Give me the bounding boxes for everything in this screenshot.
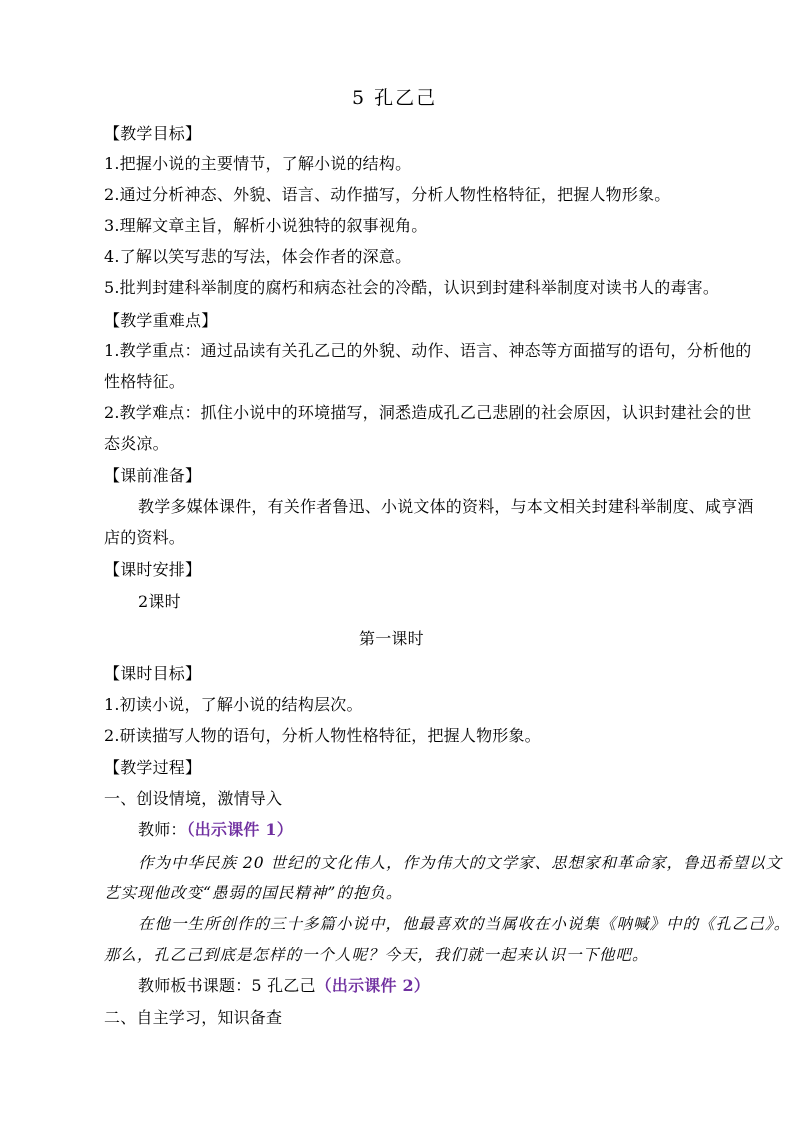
step-heading: 一、创设情境，激情导入 — [104, 789, 283, 808]
goal-item: 4.了解以笑写悲的写法，体会作者的深意。 — [104, 247, 412, 266]
teacher-label: 教师： — [138, 820, 187, 839]
preparation-text: 店的资料。 — [104, 528, 186, 547]
schedule-heading: 【课时安排】 — [104, 560, 202, 579]
difficulty-line: 态炎凉。 — [104, 434, 169, 453]
teacher-line — [138, 820, 293, 840]
goals-heading: 【教学目标】 — [104, 124, 202, 143]
lesson-goal-item: 2.研读描写人物的语句，分析人物性格特征，把握人物形象。 — [104, 726, 541, 745]
lesson-goals-heading: 【课时目标】 — [104, 664, 202, 683]
process-heading: 【教学过程】 — [104, 758, 202, 777]
intro-paragraph-line: 艺实现他改变“愚弱的国民精神”的抱负。 — [104, 884, 403, 902]
courseware-reference: （出示课件 1） — [186, 820, 293, 839]
key-point-line: 1.教学重点：通过品读有关孔乙己的外貌、动作、语言、神态等方面描写的语句，分析他的 — [104, 341, 752, 360]
schedule-text: 2课时 — [138, 592, 181, 611]
goal-item: 5.批判封建科举制度的腐朽和病态社会的冷酷，认识到封建科举制度对读书人的毒害。 — [104, 278, 720, 297]
goal-item: 2.通过分析神态、外貌、语言、动作描写，分析人物性格特征，把握人物形象。 — [104, 185, 671, 204]
lesson-goal-item: 1.初读小说，了解小说的结构层次。 — [104, 695, 363, 714]
key-difficulty-heading: 【教学重难点】 — [104, 311, 218, 330]
preparation-heading: 【课前准备】 — [104, 466, 202, 485]
lesson-title: 第一课时 — [359, 629, 424, 648]
board-line — [138, 976, 430, 996]
courseware-reference: （出示课件 2） — [315, 976, 430, 995]
intro-paragraph-line: 在他一生所创作的三十多篇小说中，他最喜欢的当属收在小说集《呐喊》中的《孔乙己》。 — [138, 915, 791, 933]
step-heading: 二、自主学习，知识备查 — [104, 1008, 283, 1027]
goal-item: 1.把握小说的主要情节，了解小说的结构。 — [104, 154, 412, 173]
document-title: 5 孔乙己 — [352, 87, 438, 109]
difficulty-line: 2.教学难点：抓住小说中的环境描写，洞悉造成孔乙己悲剧的社会原因，认识封建社会的世 — [104, 403, 752, 422]
preparation-text: 教学多媒体课件，有关作者鲁迅、小说文体的资料，与本文相关封建科举制度、咸亨酒 — [138, 497, 754, 516]
intro-paragraph-line: 作为中华民族 20 世纪的文化伟人，作为伟大的文学家、思想家和革命家，鲁迅希望以文 — [138, 854, 783, 872]
intro-paragraph-line: 那么，孔乙己到底是怎样的一个人呢？今天，我们就一起来认识一下他吧。 — [104, 946, 649, 964]
key-point-line: 性格特征。 — [104, 372, 186, 391]
goal-item: 3.理解文章主旨，解析小说独特的叙事视角。 — [104, 216, 428, 235]
board-text: 教师板书课题：5 孔乙己 — [138, 976, 316, 995]
